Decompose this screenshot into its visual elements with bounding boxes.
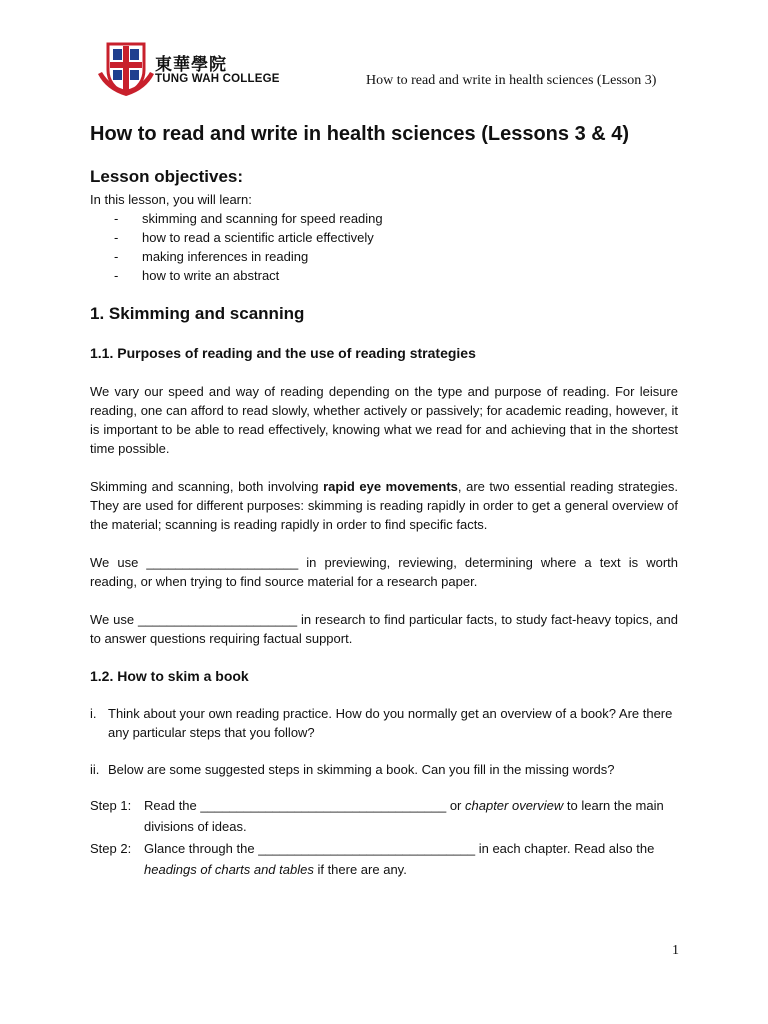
page-title: How to read and write in health sciences (Lessons 3 & 4) [90,123,630,145]
question-item: i. Think about your own reading practice. How do you normally get an overview of a book? Are there any particular steps that you follow? [90,706,673,740]
step-item: Step 1: Read the __________________________________ or chapter overview to learn the main divisions of ideas. [90,798,664,834]
list-item: - how to read a scientific article effectively [114,230,374,245]
school-name-chinese: 東華學院 [155,55,227,75]
school-name-english: TUNG WAH COLLEGE [155,73,280,85]
objectives-heading: Lesson objectives: [90,167,244,186]
list-item: - making inferences in reading [114,249,309,264]
section-1-1-heading: 1.1. Purposes of reading and the use of reading strategies [90,345,476,361]
step-item: Step 2: Glance through the ______________________________ in each chapter. Read also the headings of charts and tables if there are any. [90,841,655,877]
document-body [90,120,678,880]
fill-blank-skimming: We use _____________________ in previewing, reviewing, determining where a text is worth reading, or when trying to find source material for a research paper. [90,555,678,589]
list-item: - skimming and scanning for speed reading [114,211,383,226]
list-item: - how to write an abstract [114,268,280,283]
question-item: ii. Below are some suggested steps in skimming a book. Can you fill in the missing words? [90,762,615,777]
college-crest-logo [96,40,156,98]
fill-blank-scanning: We use ______________________ in research to find particular facts, to study fact-heavy topics, and to answer questions requiring factual support. [90,612,678,646]
objectives-intro: In this lesson, you will learn: [90,192,252,207]
section-1-2-heading: 1.2. How to skim a book [90,668,249,684]
paragraph-reading-speed: We vary our speed and way of reading depending on the type and purpose of reading. For leisure reading, one can afford to read slowly, whether actively or passively; for academic reading, however, it is important to be able to read effectively, knowing what we read for and achieving that in the shortest time possible. [90,384,678,456]
paragraph-skimming-scanning: Skimming and scanning, both involving rapid eye movements, are two essential reading strategies. They are used for different purposes: skimming is reading rapidly in order to get a general overview of the material; scanning is reading rapidly in order to find specific facts. [90,479,678,532]
running-header-title: How to read and write in health sciences (Lesson 3) [366,73,657,88]
page-number: 1 [672,943,679,958]
section-1-heading: 1. Skimming and scanning [90,304,305,323]
skimming-steps [90,795,678,880]
question-list [90,704,678,779]
objectives-list [90,209,678,285]
